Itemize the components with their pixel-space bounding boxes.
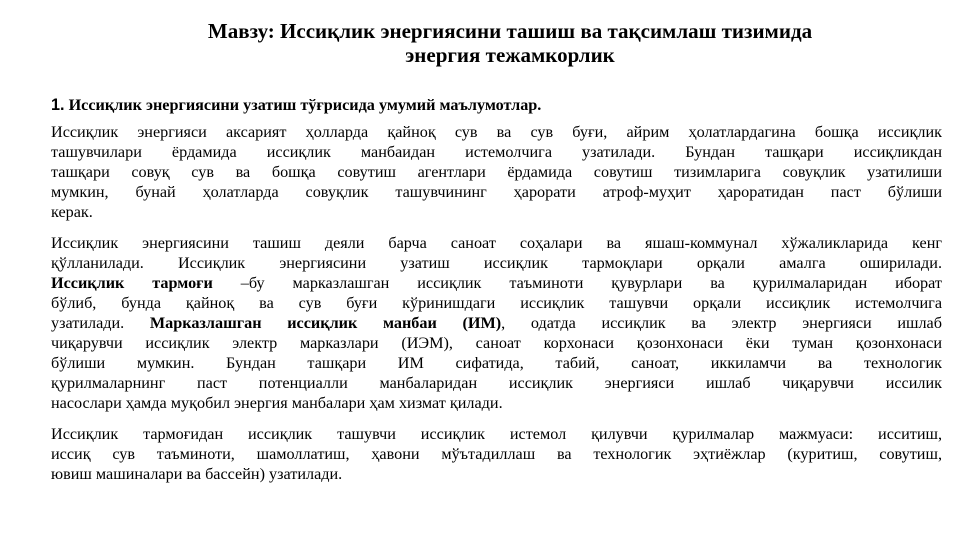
- paragraph-3: [51, 424, 942, 484]
- paragraph-2-line: [51, 273, 942, 293]
- title-line-1: Мавзу: Иссиқлик энергиясини ташиш ва тақсимлаш тизимида: [207, 19, 813, 43]
- paragraph-1: [51, 122, 942, 222]
- paragraph-2-line: Иссиқлик энергиясини ташиш деяли барча саноат соҳалари ва яшаш-коммунал хўжаликларида кенг: [51, 234, 942, 252]
- paragraph-1-line: ташувчилари ёрдамида иссиқлик манбаидан истемолчига узатилади. Бундан ташқари иссиқликдан: [51, 143, 942, 161]
- term-heat-source: Марказлашган иссиқлик манбаи (ИМ): [149, 314, 502, 332]
- section-heading-text: Иссиқлик энергиясини узатиш тўғрисида умумий маълумотлар.: [64, 96, 542, 114]
- paragraph-2-text: , одатда иссиқлик ва электр энергияси ишлаб: [501, 314, 942, 332]
- slide-content: [51, 94, 942, 495]
- paragraph-2-line: [51, 313, 942, 333]
- paragraph-2-line: бўлиши мумкин. Бундан ташқари ИМ сифатида, табий, саноат, иккиламчи ва технологик: [51, 354, 942, 372]
- paragraph-2-line: қўлланилади. Иссиқлик энергиясини узатиш иссиқлик тармоқлари орқали амалга оширилади.: [51, 254, 942, 272]
- paragraph-1-line: мумкин, бунай ҳолатларда совуқлик ташувчининг ҳарорати атроф-муҳит ҳароратидан паст бўлиши: [51, 183, 942, 201]
- paragraph-1-line: ташқари совуқ сув ва бошқа совутиш агентлари ёрдамида совутиш тизимларига совуқлик узатилиши: [51, 163, 942, 181]
- paragraph-2-line: бўлиб, бунда қайноқ ва сув буғи кўринишдаги иссиқлик ташувчи орқали иссиқлик истемолчига: [51, 294, 942, 312]
- section-heading: [51, 94, 942, 116]
- paragraph-1-line: Иссиқлик энергияси аксарият ҳолларда қайноқ сув ва сув буғи, айрим ҳолатлардагина бошқа иссиқлик: [51, 123, 942, 141]
- paragraph-2-line: қурилмаларнинг паст потенциалли манбаларидан иссиқлик энергияси ишлаб чиқарувчи иссилик: [51, 374, 942, 392]
- paragraph-2-text: узатилади.: [51, 314, 150, 332]
- paragraph-3-line: Иссиқлик тармоғидан иссиқлик ташувчи иссиқлик истемол қилувчи қурилмалар мажмуаси: исситиш,: [51, 425, 942, 443]
- term-heat-network: Иссиқлик тармоғи: [51, 274, 213, 292]
- paragraph-3-line: ювиш машиналари ва бассейн) узатилади.: [51, 465, 343, 483]
- paragraph-1-line: керак.: [51, 203, 93, 221]
- section-number: 1.: [51, 96, 65, 114]
- paragraph-3-line: иссиқ сув таъминоти, шамоллатиш, ҳавони мўътадиллаш ва технологик эҳтиёжлар (куритиш, совутиш,: [51, 445, 942, 463]
- paragraph-2-line: чиқарувчи иссиқлик электр марказлари (ИЭМ), саноат корхонаси қозонхонаси ёки туман қозонхонаси: [51, 334, 942, 352]
- paragraph-2: [51, 233, 942, 413]
- slide-title: [100, 19, 920, 67]
- paragraph-2-line: насослари ҳамда муқобил энергия манбалари ҳам хизмат қилади.: [51, 394, 503, 412]
- paragraph-2-text: –бу марказлашган иссиқлик таъминоти қувурлари ва қурилмаларидан иборат: [212, 274, 942, 292]
- title-line-2: энергия тежамкорлик: [405, 43, 615, 67]
